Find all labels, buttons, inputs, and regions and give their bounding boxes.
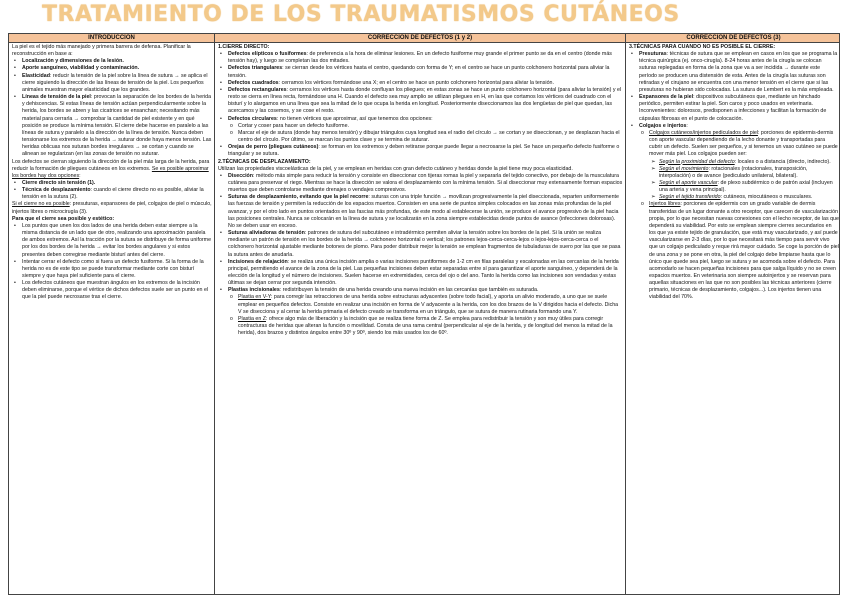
section-heading: 3.TÉCNICAS PARA CUANDO NO ES POSIBLE EL CIERRE: (629, 44, 776, 50)
sub-option: o Plastia en Z: ofrece algo más de liberación y la incisión que se realiza tiene forma de Z. Se emplea para redistribuir la tensión y son muy útiles para corregir contracturas de heridas que alteran la función o movilidad. Consta de una rama central (perpendicular al eje de la herida, y de longitud del menos la mitad de la herida), dos brazos y distintos ángulos entre 30º y 90º, siendo los más usados los de 60º. (228, 316, 623, 337)
sub-option: o Cortar y coser para hacer un defecto fusiforme. (228, 123, 623, 130)
intro-bullet: • Aporte sanguíneo, viabilidad y contaminación. (12, 65, 212, 72)
column-correccion-3 (625, 43, 840, 594)
sub-option: o Injertos libres: porciones de epidermis con un grado variable de dermis transferidas de un lugar donante a otro receptor, que carecen de vascularización propia, por lo que necesitan nuevas conexiones con el lecho receptor, de las que dependerá su viabilidad. Por esto se emplean siempre cierres secundarios en los que ya existe tejido de granulación, que está muy vascularizado, y así puede vascularizarse en 2-3 días, por lo que necesitará más tiempo para servir vivo que un colgajo pediculado y reque rirá mayor cuidado. Se coge la porción de piel de una zona y se pone en otra, la piel del colgajo debe limpiarse hasta que lo único que quede sea piel, luego se sutura y se acomoda sobre el defecto. Para acomodarlo se hacen pequeñas incisiones para que salga líquido y no se creen espacios muertos. En veterinaria son siempre autoinjertos y se reservan para aquellas situaciones en las que no son posibles las técnicas anteriores (cierre primario, técnicas de desplazamiento, colgajos...). Los injertos tienen una viabilidad del 70%. (639, 201, 839, 301)
technique-bullet: • Suturas aliviadoras de tensión: patrones de sutura del subcutáneo e intradérmico permiten aliviar la tensión sobre los bordes de la piel. Si la unión se realiza mediante un patrón de tensión en los bordes de la herida → colchonero horizontal o vertical; los patrones lejos-cerca-cerca-lejos o lejos-lejos-cerca-cerca o el colchonero horizontal ajustable mediante botones de plomo. Para poder distribuir mejor la tensión se emplean fragmentos de tubuladuras de suero por las que se pasa la sutura antes de anudarla. (218, 230, 623, 259)
technique-bullet: • Defectos triangulares: se cierran desde los vértices hasta el centro, quedando con forma de Y; en el centro se hace un punto colchonero horizontal para aliviar la tensión. (218, 65, 623, 79)
classification-item: ➢ Según el movimiento: rotacionales (rotacionales, transposición, interpolación) o de avance (pediculado unilateral, bilateral). (649, 166, 839, 180)
intro-bullet: • Localización y dimensiones de la lesión. (12, 58, 212, 65)
technique-bullet: • Suturas de desplazamiento, evitando que la piel recorre: suturas con una triple función → movilizan progresivamente la piel diseccionada, reparten uniformemente las fuerzas de tensión y permiten la reducción de los espacios muertos. Consisten en una serie de puntos simples colocados en las zonas más profundas de la piel avanzar, y por el otro lado en puntos orientados en las fascias más profundas, de este modo al establecerse la unión, se produce el avance progresivo de la piel hacia las posiciones centrales. Nunca se colocarán en la línea de sutura y se localizarán en la zona siempre establecidas desde puntos de avance (infecciones dolorosas). No se deben usar en exceso. (218, 194, 623, 230)
option-bullet: • Cierre directo sin tensión (1). (12, 180, 212, 187)
column-introduccion (9, 43, 214, 594)
column-correccion-1-2 (214, 43, 625, 594)
tip-bullet: • Los defectos cutáneos que muestran ángulos en los extremos de la incisión deben eliminarse, porque el vértice de dichos defectos suele ser un punto en el que la piel puede necrosarse tras el cierre. (12, 280, 212, 301)
technique-bullet: • Disección: método más simple para reducir la tensión y consiste en diseccionar con tijeras romas la piel y separarla del tejido conectivo, por debajo de la musculatura cutánea para preservar el riego. Mientras se hace la disección se valora el desplazamiento con la mínima tensión. Si al diseccionar muy extensamente forman espacios muertos que deben controlarse mediante drenajes o vendajes compresivos. (218, 173, 623, 194)
technique-bullet: • Orejas de perro (pliegues cutáneos): se forman en los extremos y deben retirarse porque puede llegar a necrosarse la piel. Se hace un pequeño defecto fusiforme o triangular y se sutura. (218, 144, 623, 158)
sub-option: o Marcar el eje de sutura (donde hay menos tensión) y dibujar triángulos cuya longitud sea el radio del círculo → se cortan y se diseccionan, y se desplazan hacia el centro del círculo. Por último, se marcan los puntos clave y se termina de suturar. (228, 130, 623, 144)
classification-item: ➢ Según la proximidad del defecto: locales o a distancia (directo, indirecto). (649, 159, 839, 166)
sub-option: o Plastia en V-Y: para corregir las retracciones de una herida sobre estructuras adyacentes (sobre todo facial), y aporta un alivio moderado, a uno que se suele emplear en pequeños defectos. Consiste en realizar una incisión en forma de V adyacente a la herida, con los dos brazos de la V dirigidos hacia el defecto. Dicha V se disecciona y al cerrar la herida primaria el defecto creado se transforma en un triángulo, que se sutura de manera rutinaria formando una Y. (228, 294, 623, 315)
intro-bullet: • Líneas de tensión de la piel: provocan la separación de los bordes de la herida y dehiscencias. Si estas líneas de tensión actúan perpendicularmente sobre la herida, los bordes se abren y las cicatrices se ensanchan; necesitando más material para cerrarla → comprobar la cantidad de piel existente y en qué posición se produce la mínima tensión. El cierre debe hacerse en paralelo a las líneas de sutura y paralelo a la dirección de la línea de tensión. Nunca deben tensionarse los extremos de la herida → suturar donde haya menos tensión. Las heridas oblicuas nos suturan bordes irregulares → se cortan y cuando se alinean se regularizan (en las zonas de tensión no suturar. (12, 94, 212, 158)
technique-bullet: • Defectos rectangulares: cerramos los vértices hasta donde confluyan los pliegues; en estas zonas se hace un punto colchonero horizontal (para aliviar la tensión) y el resto se cierra en línea recta, formándose una H. Cuando el defecto sea muy amplio se utilizan pliegues en H, en las que cortamos los vértices del cuadrado con el bisturí y lo alargamos en una línea que sea la mitad de lo que ocupa la herida en longitud. Posteriormente diseccionamos las dos lengüetas de piel que quedan, las acercamos y las cosemos, y se cose el resto. (218, 87, 623, 116)
technique-bullet: • Defectos elípticos o fusiformes: de preferencia a la hora de eliminar lesiones. En un defecto fusiforme muy grande el primer punto se da en el centro (donde más tensión hay), y luego se completan las dos mitades. (218, 51, 623, 65)
document-table (8, 33, 840, 595)
technique-bullet: • Colgajos e injertos: (629, 123, 839, 130)
intro-bullet: • Elasticidad: reducir la tensión de la piel sobre la línea de sutura → se aplica el cierre siguiendo la dirección de las líneas de tensión de la piel. Los pequeños animales muestran mayor elasticidad que los grandes. (12, 73, 212, 94)
option-bullet: • Técnica de desplazamiento: cuando el cierre directo no es posible, aliviar la tensión en la sutura (2). (12, 187, 212, 201)
intro-paragraph: La piel es el tejido más manejado y primera barrera de defensa. Planificar la reconstrucción en base a: (12, 44, 191, 58)
sub-option: o Colgajos cutáneos/injertos pediculados de piel: porciones de epidermis-dermis con aporte vascular dependiendo de la lecho donante y transportadas para cubrir un defecto. Suelen ser pequeños, y si tenemos un vaso cutáneo se puede mover más piel. Los colgajos pueden ser: (639, 130, 839, 159)
header-correccion-3: CORRECCIÓN DE DEFECTOS (3) (625, 34, 840, 43)
technique-bullet: • Defectos cuadrados: cerramos los vértices formándose una X; en el centro se hace un punto colchonero horizontal para aliviar la tensión. (218, 80, 623, 87)
technique-bullet: • Defectos circulares: no tienen vértices que aproximar, así que tenemos dos opciones: (218, 116, 623, 123)
section-paragraph: Utilizan las propiedades viscoelásticas de la piel, y se emplean en heridas con gran defecto cutáneo y heridas donde la piel tiene muy poca elasticidad. (218, 165, 573, 172)
intro-paragraph: Los defectos se cierran siguiendo la dirección de la piel más larga de la herida, para reducir la formación de pliegues cutáneos en los extremos. Se es posible aproximar los bordes hay dos opciones: (12, 158, 210, 179)
classification-item: ➢ Según el tejido transferido: cutáneos, miocutáneos o musculares. (649, 194, 839, 201)
technique-bullet: • Expansores de la piel: dispositivos subcutáneos que, mediante un hinchado periódico, permiten estirar la piel. Son caros y poco usados en veterinaria. Inconvenientes: dolorosos, predisponen a infecciones y facilitan la formación de cápsulas fibrosas en el punto de colocación. (629, 94, 839, 123)
technique-bullet: • Incisiones de relajación: se realiza una única incisión amplia o varias incisiones puntiformes de 1-2 cm en filas paralelas y escalonadas en las cercanías de la herida principal, permitiendo el avance de la zona de la piel. Las pequeñas incisiones deben estar separadas entre sí para garantizar el aporte sanguíneo, y dependerá de la elección de la longitud y el número de incisiones. Suelen hacerse en extremidades, cerca del ojo o del ano. Tanto la herida como las incisiones son vendadas y estas últimas se dejan cerrar por segunda intención. (218, 259, 623, 288)
intro-subheading: Para que el cierre sea posible y estético: (12, 215, 115, 222)
intro-paragraph: Si el cierre no es posible: presuturas, expansores de piel, colgajos de piel o músculo, injertos libres o microcirugía (3). (12, 201, 212, 215)
section-heading: 1.CIERRE DIRECTO: (218, 44, 270, 50)
technique-bullet: • Presuturas: técnicas de sutura que se emplean en casos en los que se programa la técnica quirúrgica (ej. onco-cirugía). 8-24 horas antes de la cirugía se colocan suturas replegadas en forma de la zona que va a ser incidida → durante este período se producen una distensión de esta. Antes de la cirugía las suturas son retiradas y el cirujano se encuentra con una menor tensión en el cierre que si las presuturas no hubieran sido colocadas. La sutura de Lembert es la más empleada. (629, 51, 839, 94)
technique-bullet: • Plastias incisionales: redistribuyen la tensión de una herida creando una nueva incisión en las cercanías que también es suturada. (218, 287, 623, 294)
tip-bullet: • Intentar cerrar el defecto como si fuera un defecto fusiforme. Si la forma de la herida no es de este tipo se puede transformar mediante corte con bisturí siempre y que haya piel suficiente para el cierre. (12, 259, 212, 280)
page-title: TRATAMIENTO DE LOS TRAUMATISMOS CUTÁNEOS (42, 2, 680, 27)
header-introduccion: INTRODUCCIÓN (9, 34, 214, 43)
classification-item: ➢ Según el aporte vascular: de plexo subdérmico o de patrón axial (incluyen una arteria y vena principal). (649, 180, 839, 194)
header-correccion-1-2: CORRECCIÓN DE DEFECTOS (1 y 2) (214, 34, 625, 43)
tip-bullet: • Los puntos que unen los dos lados de una herida deben estar siempre a la misma distancia de un lado que de otro, realizando una aproximación paralela de ambos extremos. Así la tracción por la sutura se distribuye de forma uniforme por los dos bordes de la herida → evitar los bordes angulares y si estos presentes deben corregirse mediante bisturí antes del cierre. (12, 223, 212, 259)
section-heading: 2.TÉCNICAS DE DESPLAZAMIENTO: (218, 158, 311, 165)
